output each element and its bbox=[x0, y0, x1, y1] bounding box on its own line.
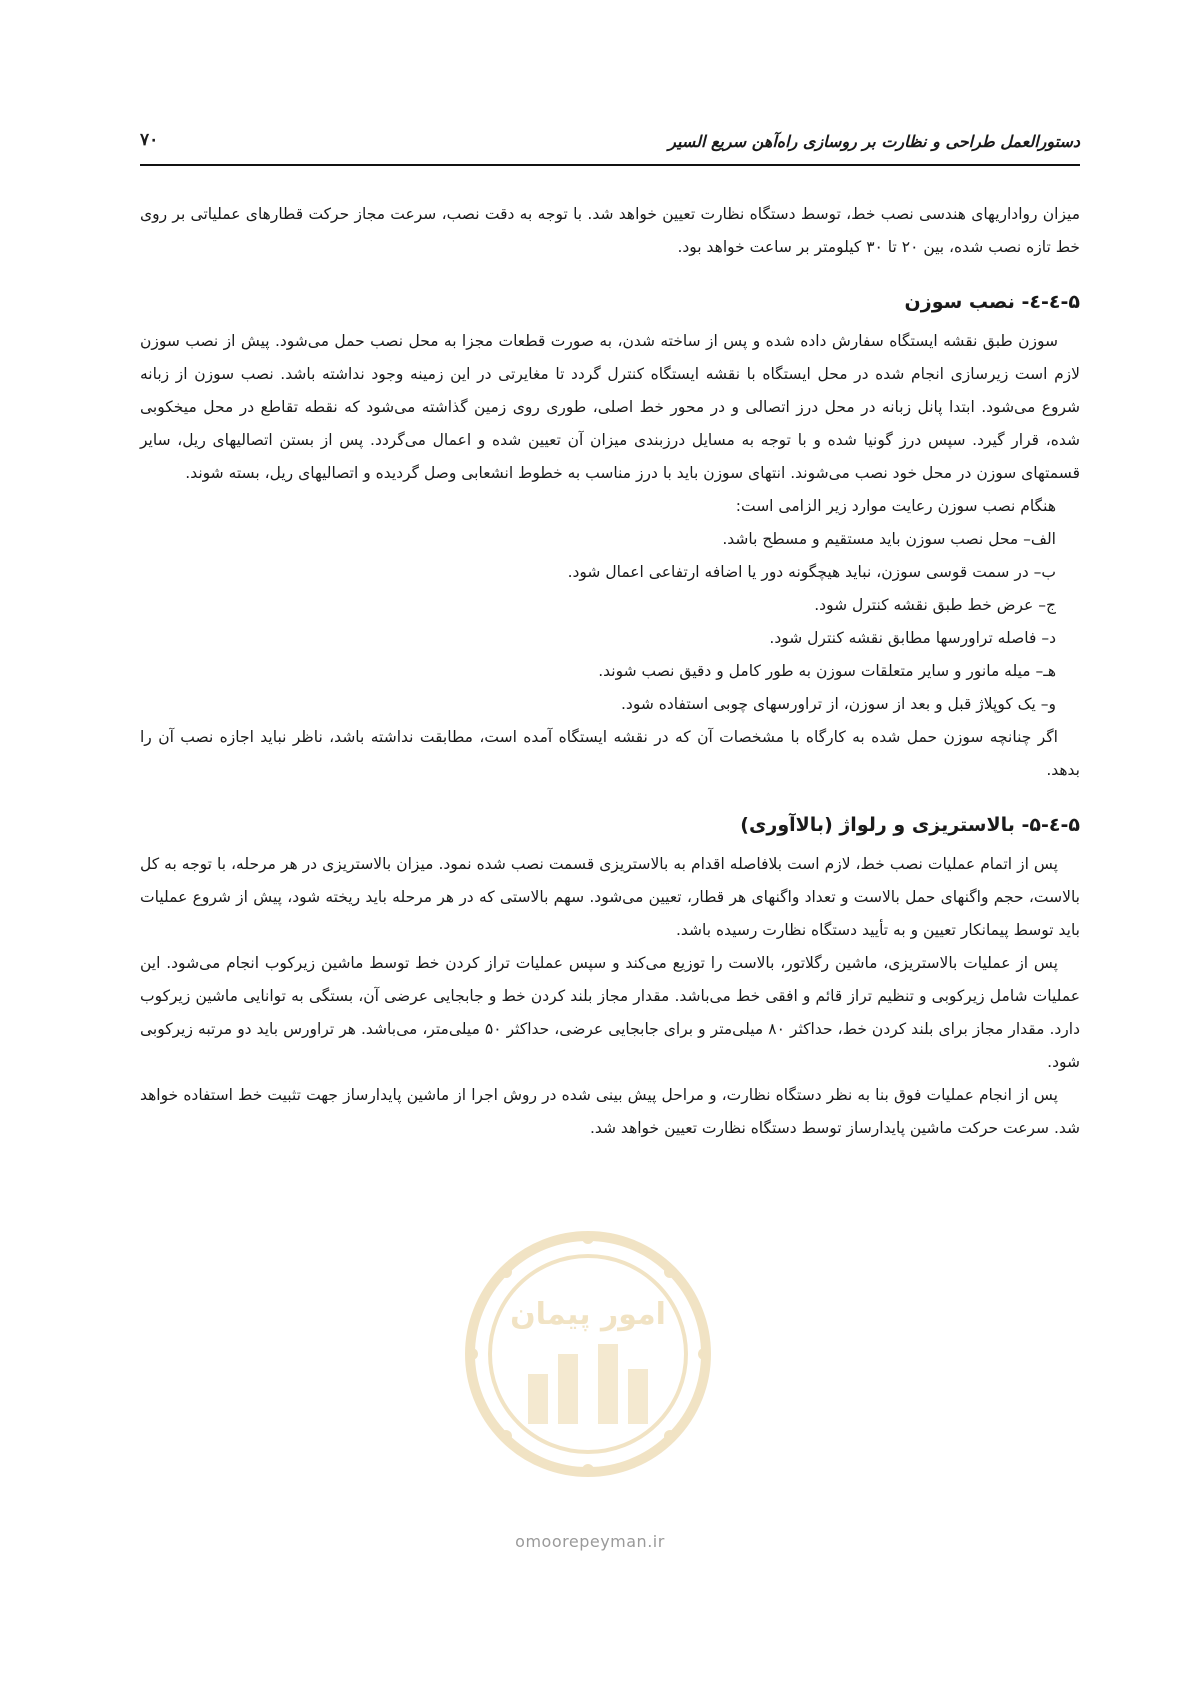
section-heading-ballasting: ۵-٤-۵- بالاستریزی و رلواژ (بالاآوری) bbox=[740, 814, 1080, 836]
page-number: ۷۰ bbox=[140, 130, 159, 150]
requirements-intro: هنگام نصب سوزن رعایت موارد زیر الزامی است: bbox=[735, 497, 1056, 515]
list-item: ج– عرض خط طبق نقشه کنترل شود. bbox=[814, 596, 1056, 614]
ballasting-paragraph: پس از عملیات بالاستریزی، ماشین رگلاتور، بالاست را توزیع می‌کند و سپس عملیات تراز کردن خط توسط ماشین زیرکوب انجام می‌شود. این عملیات شامل زیرکوبی و تنظیم تراز قائم و افقی خط می‌باشد. مقدار مجاز بلند کردن خط و جابجایی عرضی آن، بستگی به توانایی ماشین زیرکوب دارد. مقدار مجاز برای بلند کردن خط، حداکثر ۸۰ میلی‌متر و برای جابجایی عرضی، حداکثر ۵۰ میلی‌متر، می‌باشد. هر تراورس باید دو مرتبه زیرکوبی شود. bbox=[140, 954, 1080, 1071]
list-item: الف– محل نصب سوزن باید مستقیم و مسطح باشد. bbox=[722, 530, 1056, 548]
ballasting-paragraph: پس از انجام عملیات فوق بنا به نظر دستگاه نظارت، و مراحل پیش بینی شده در روش اجرا از ماشین پایدارساز جهت تثبیت خط استفاده خواهد شد. سرعت حرکت ماشین پایدارساز توسط دستگاه نظارت تعیین خواهد شد. bbox=[140, 1086, 1080, 1137]
page-content bbox=[140, 198, 1080, 1145]
watermark-logo bbox=[458, 1224, 718, 1484]
switch-closing-paragraph: اگر چنانچه سوزن حمل شده به کارگاه با مشخصات آن که در نقشه ایستگاه آمده است، مطابقت نداشته باشد، ناظر نباید اجازه نصب آن را بدهد. bbox=[140, 728, 1080, 779]
watermark-logo-text: امور پیمان bbox=[510, 1297, 666, 1332]
switch-installation-paragraph: سوزن طبق نقشه ایستگاه سفارش داده شده و پس از ساخته شدن، به صورت قطعات مجزا به محل نصب حمل می‌شود. پیش از نصب سوزن لازم است زیرسازی انجام شده در محل ایستگاه با نقشه ایستگاه کنترل گردد تا مغایرتی در این زمینه وجود نداشته باشد. نصب سوزن از زبانه شروع می‌شود. ابتدا پانل زبانه در محل درز اتصالی و در محور خط اصلی، طوری روی زمین گذاشته می‌شود که نقطه تقاطع در محل میخکوبی شده، قرار گیرد. سپس درز گونیا شده و با توجه به مسایل درزبندی میزان آن تعیین شده و اعمال می‌گردد. پس از بستن اتصالیهای ریل، سایر قسمتهای سوزن در محل خود نصب می‌شوند. انتهای سوزن باید با درز مناسب به خطوط انشعابی وصل گردیده و اتصالیهای ریل، بسته شوند. bbox=[140, 332, 1080, 482]
running-header bbox=[140, 118, 1080, 166]
watermark-url: omoorepeyman.ir bbox=[515, 1532, 665, 1551]
requirements-list bbox=[140, 523, 1080, 721]
header-title: دستورالعمل طراحی و نظارت بر روسازی راه‌آهن سریع السیر bbox=[668, 132, 1080, 151]
intro-paragraph: میزان رواداریهای هندسی نصب خط، توسط دستگاه نظارت تعیین خواهد شد. با توجه به دقت نصب، سرعت مجاز حرکت قطارهای عملیاتی بر روی خط تازه نصب شده، بین ۲۰ تا ۳۰ کیلومتر بر ساعت خواهد بود. bbox=[140, 205, 1080, 256]
list-item: هـ– میله مانور و سایر متعلقات سوزن به طور کامل و دقیق نصب شوند. bbox=[598, 662, 1056, 680]
list-item: ب– در سمت قوسی سوزن، نباید هیچگونه دور یا اضافه ارتفاعی اعمال شود. bbox=[567, 563, 1056, 581]
list-item: و– یک کوپلاژ قبل و بعد از سوزن، از تراورسهای چوبی استفاده شود. bbox=[621, 695, 1056, 713]
ballasting-paragraph: پس از اتمام عملیات نصب خط، لازم است بلافاصله اقدام به بالاستریزی قسمت نصب شده نمود. میزان بالاستریزی در هر مرحله، با توجه به کل بالاست، حجم واگنهای حمل بالاست و تعداد واگنهای هر قطار، تعیین می‌شود. سهم بالاستی که در هر مرحله باید ریخته شود، پیش از شروع عملیات باید توسط پیمانکار تعیین و به تأیید دستگاه نظارت رسیده باشد. bbox=[140, 855, 1080, 939]
section-heading-switch-installation: ۵-٤-٤- نصب سوزن bbox=[904, 291, 1080, 313]
list-item: د– فاصله تراورسها مطابق نقشه کنترل شود. bbox=[769, 629, 1056, 647]
